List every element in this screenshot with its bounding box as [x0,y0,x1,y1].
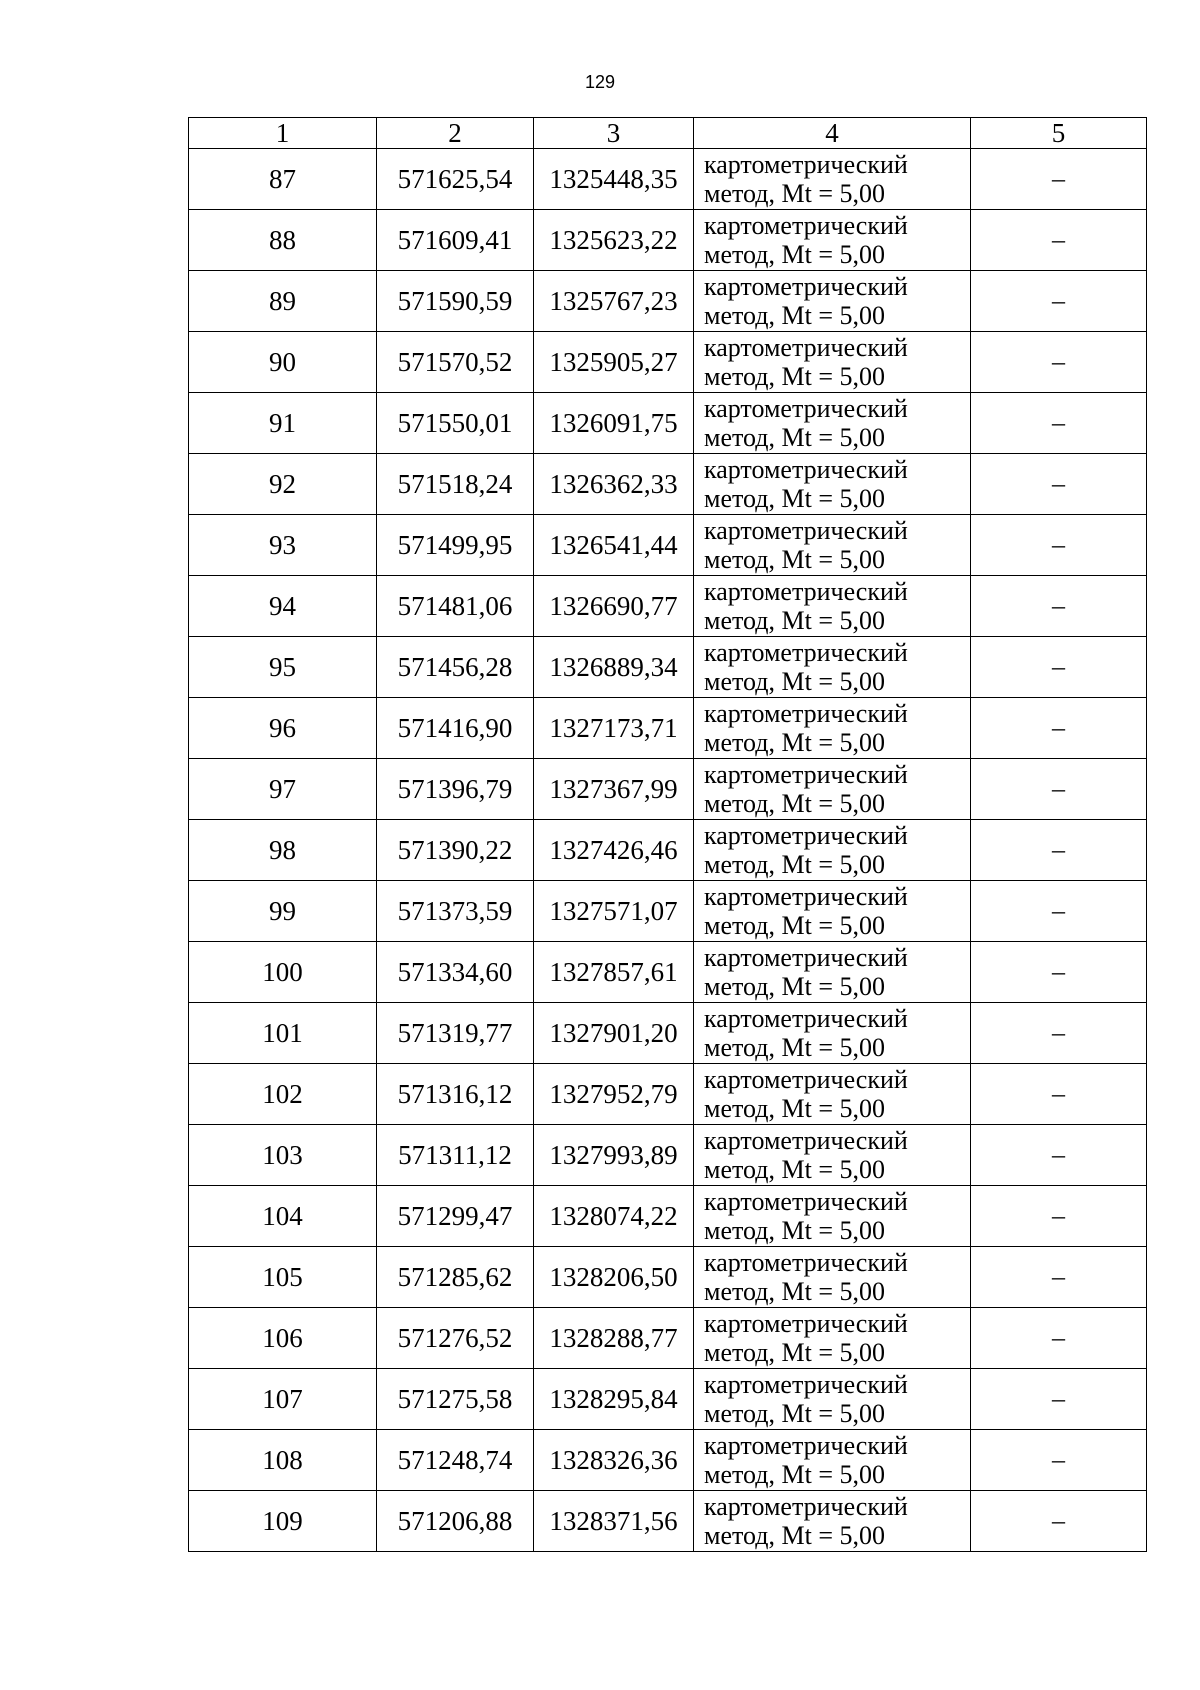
table-row [189,1186,1147,1247]
method-line-1: картометрический [704,272,908,301]
point-number-cell: 97 [189,759,377,820]
x-coordinate-cell: 571416,90 [377,698,534,759]
point-number-cell: 100 [189,942,377,1003]
table-row [189,820,1147,881]
method-cell [694,454,971,515]
method-line-1: картометрический [704,943,908,972]
point-number-cell: 103 [189,1125,377,1186]
note-cell: – [971,1125,1147,1186]
note-cell: – [971,637,1147,698]
method-line-1: картометрический [704,577,908,606]
point-number-cell: 98 [189,820,377,881]
method-line-1: картометрический [704,1248,908,1277]
y-coordinate-cell: 1328206,50 [534,1247,694,1308]
method-line-1: картометрический [704,638,908,667]
table-row [189,149,1147,210]
method-line-2: метод, Mt = 5,00 [704,423,885,452]
method-line-2: метод, Mt = 5,00 [704,301,885,330]
table-row [189,698,1147,759]
x-coordinate-cell: 571316,12 [377,1064,534,1125]
method-line-1: картометрический [704,1004,908,1033]
point-number-cell: 105 [189,1247,377,1308]
method-cell [694,1430,971,1491]
x-coordinate-cell: 571285,62 [377,1247,534,1308]
method-line-2: метод, Mt = 5,00 [704,789,885,818]
header-col-5: 5 [971,118,1147,149]
note-cell: – [971,1491,1147,1552]
note-cell: – [971,1186,1147,1247]
page-number: 129 [584,72,616,92]
table-row [189,1125,1147,1186]
method-cell [694,1247,971,1308]
table-row [189,576,1147,637]
method-cell [694,515,971,576]
header-col-4: 4 [694,118,971,149]
x-coordinate-cell: 571390,22 [377,820,534,881]
x-coordinate-cell: 571590,59 [377,271,534,332]
table-row [189,210,1147,271]
point-number-cell: 99 [189,881,377,942]
method-cell [694,576,971,637]
y-coordinate-cell: 1325905,27 [534,332,694,393]
table-row [189,637,1147,698]
method-line-2: метод, Mt = 5,00 [704,484,885,513]
x-coordinate-cell: 571625,54 [377,149,534,210]
table-row [189,515,1147,576]
note-cell: – [971,942,1147,1003]
y-coordinate-cell: 1326889,34 [534,637,694,698]
method-cell [694,332,971,393]
point-number-cell: 89 [189,271,377,332]
note-cell: – [971,820,1147,881]
note-cell: – [971,576,1147,637]
table-row [189,1369,1147,1430]
note-cell: – [971,271,1147,332]
table-row [189,1064,1147,1125]
method-line-2: метод, Mt = 5,00 [704,850,885,879]
method-line-1: картометрический [704,760,908,789]
x-coordinate-cell: 571396,79 [377,759,534,820]
method-line-2: метод, Mt = 5,00 [704,1277,885,1306]
y-coordinate-cell: 1326091,75 [534,393,694,454]
method-line-1: картометрический [704,394,908,423]
method-cell [694,1125,971,1186]
note-cell: – [971,1308,1147,1369]
method-cell [694,393,971,454]
method-line-1: картометрический [704,1370,908,1399]
table-row [189,1308,1147,1369]
method-cell [694,820,971,881]
point-number-cell: 93 [189,515,377,576]
note-cell: – [971,393,1147,454]
y-coordinate-cell: 1326690,77 [534,576,694,637]
y-coordinate-cell: 1327367,99 [534,759,694,820]
method-cell [694,698,971,759]
y-coordinate-cell: 1326541,44 [534,515,694,576]
y-coordinate-cell: 1327857,61 [534,942,694,1003]
method-cell [694,1003,971,1064]
method-line-2: метод, Mt = 5,00 [704,972,885,1001]
y-coordinate-cell: 1327952,79 [534,1064,694,1125]
method-line-2: метод, Mt = 5,00 [704,1033,885,1062]
method-line-2: метод, Mt = 5,00 [704,1399,885,1428]
table-row [189,454,1147,515]
x-coordinate-cell: 571299,47 [377,1186,534,1247]
method-cell [694,637,971,698]
table-header-row [189,118,1147,149]
y-coordinate-cell: 1328288,77 [534,1308,694,1369]
note-cell: – [971,1064,1147,1125]
method-cell [694,881,971,942]
method-cell [694,271,971,332]
point-number-cell: 87 [189,149,377,210]
table-row [189,881,1147,942]
x-coordinate-cell: 571570,52 [377,332,534,393]
note-cell: – [971,149,1147,210]
method-cell [694,210,971,271]
note-cell: – [971,1003,1147,1064]
method-line-1: картометрический [704,699,908,728]
note-cell: – [971,332,1147,393]
method-cell [694,149,971,210]
method-line-2: метод, Mt = 5,00 [704,1521,885,1550]
table-row [189,1003,1147,1064]
method-cell [694,1369,971,1430]
point-number-cell: 88 [189,210,377,271]
x-coordinate-cell: 571550,01 [377,393,534,454]
note-cell: – [971,1247,1147,1308]
header-col-2: 2 [377,118,534,149]
method-line-2: метод, Mt = 5,00 [704,667,885,696]
point-number-cell: 108 [189,1430,377,1491]
y-coordinate-cell: 1325767,23 [534,271,694,332]
method-cell [694,1064,971,1125]
x-coordinate-cell: 571206,88 [377,1491,534,1552]
x-coordinate-cell: 571609,41 [377,210,534,271]
method-cell [694,759,971,820]
x-coordinate-cell: 571248,74 [377,1430,534,1491]
note-cell: – [971,881,1147,942]
x-coordinate-cell: 571311,12 [377,1125,534,1186]
point-number-cell: 106 [189,1308,377,1369]
method-line-2: метод, Mt = 5,00 [704,1155,885,1184]
coordinates-table [188,117,1147,1552]
note-cell: – [971,1369,1147,1430]
point-number-cell: 92 [189,454,377,515]
point-number-cell: 94 [189,576,377,637]
x-coordinate-cell: 571481,06 [377,576,534,637]
method-line-1: картометрический [704,882,908,911]
x-coordinate-cell: 571518,24 [377,454,534,515]
method-line-2: метод, Mt = 5,00 [704,362,885,391]
table-row [189,271,1147,332]
y-coordinate-cell: 1326362,33 [534,454,694,515]
x-coordinate-cell: 571334,60 [377,942,534,1003]
x-coordinate-cell: 571373,59 [377,881,534,942]
table-row [189,942,1147,1003]
x-coordinate-cell: 571275,58 [377,1369,534,1430]
table-row [189,1430,1147,1491]
x-coordinate-cell: 571276,52 [377,1308,534,1369]
y-coordinate-cell: 1328074,22 [534,1186,694,1247]
y-coordinate-cell: 1328326,36 [534,1430,694,1491]
table-body [189,149,1147,1552]
method-line-1: картометрический [704,455,908,484]
note-cell: – [971,1430,1147,1491]
method-line-1: картометрический [704,211,908,240]
method-line-1: картометрический [704,150,908,179]
method-line-2: метод, Mt = 5,00 [704,1094,885,1123]
y-coordinate-cell: 1325448,35 [534,149,694,210]
note-cell: – [971,759,1147,820]
point-number-cell: 90 [189,332,377,393]
method-line-1: картометрический [704,516,908,545]
y-coordinate-cell: 1327426,46 [534,820,694,881]
table-row [189,332,1147,393]
method-line-1: картометрический [704,1187,908,1216]
method-cell [694,1186,971,1247]
method-line-1: картометрический [704,1065,908,1094]
x-coordinate-cell: 571499,95 [377,515,534,576]
method-line-2: метод, Mt = 5,00 [704,1216,885,1245]
y-coordinate-cell: 1325623,22 [534,210,694,271]
y-coordinate-cell: 1327571,07 [534,881,694,942]
method-line-1: картометрический [704,821,908,850]
header-col-1: 1 [189,118,377,149]
method-line-2: метод, Mt = 5,00 [704,606,885,635]
table-row [189,1491,1147,1552]
note-cell: – [971,210,1147,271]
method-cell [694,1491,971,1552]
method-line-2: метод, Mt = 5,00 [704,240,885,269]
method-line-1: картометрический [704,1126,908,1155]
header-col-3: 3 [534,118,694,149]
point-number-cell: 91 [189,393,377,454]
point-number-cell: 107 [189,1369,377,1430]
table-row [189,759,1147,820]
method-line-2: метод, Mt = 5,00 [704,179,885,208]
y-coordinate-cell: 1328371,56 [534,1491,694,1552]
x-coordinate-cell: 571456,28 [377,637,534,698]
y-coordinate-cell: 1328295,84 [534,1369,694,1430]
note-cell: – [971,454,1147,515]
method-line-1: картометрический [704,1492,908,1521]
x-coordinate-cell: 571319,77 [377,1003,534,1064]
method-line-2: метод, Mt = 5,00 [704,911,885,940]
point-number-cell: 109 [189,1491,377,1552]
y-coordinate-cell: 1327173,71 [534,698,694,759]
point-number-cell: 96 [189,698,377,759]
point-number-cell: 104 [189,1186,377,1247]
point-number-cell: 101 [189,1003,377,1064]
method-line-2: метод, Mt = 5,00 [704,1338,885,1367]
y-coordinate-cell: 1327993,89 [534,1125,694,1186]
table-row [189,1247,1147,1308]
method-cell [694,1308,971,1369]
method-line-2: метод, Mt = 5,00 [704,545,885,574]
method-line-2: метод, Mt = 5,00 [704,728,885,757]
point-number-cell: 95 [189,637,377,698]
method-cell [694,942,971,1003]
note-cell: – [971,698,1147,759]
method-line-1: картометрический [704,1431,908,1460]
method-line-1: картометрический [704,1309,908,1338]
method-line-2: метод, Mt = 5,00 [704,1460,885,1489]
method-line-1: картометрический [704,333,908,362]
point-number-cell: 102 [189,1064,377,1125]
note-cell: – [971,515,1147,576]
y-coordinate-cell: 1327901,20 [534,1003,694,1064]
table-row [189,393,1147,454]
